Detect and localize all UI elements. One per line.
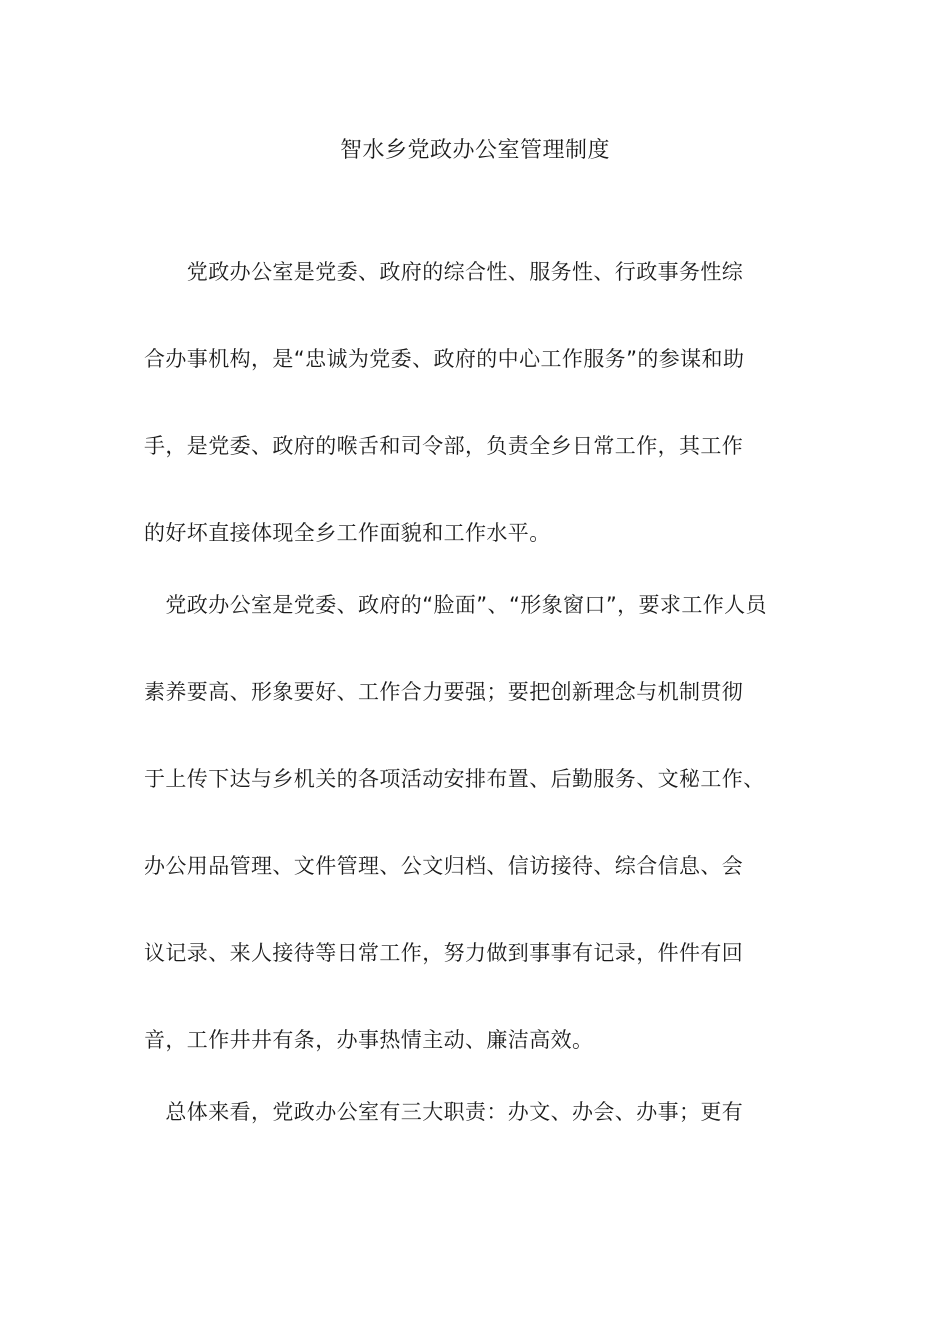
paragraph-line: 党政办公室是党委、政府的“脸面”、“形象窗口”，要求工作人员	[144, 593, 767, 617]
paragraph-line: 办公用品管理、文件管理、公文归档、信访接待、综合信息、会	[144, 854, 744, 878]
paragraph-line: 的好坏直接体现全乡工作面貌和工作水平。	[144, 521, 551, 545]
paragraph-line: 合办事机构，是“忠诚为党委、政府的中心工作服务”的参谋和助	[144, 347, 745, 371]
document-title: 智水乡党政办公室管理制度	[339, 138, 610, 163]
paragraph-line: 音，工作井井有条，办事热情主动、廉洁高效。	[144, 1028, 594, 1052]
paragraph-line: 素养要高、形象要好、工作合力要强；要把创新理念与机制贯彻	[144, 680, 744, 704]
paragraph-line: 手，是党委、政府的喉舌和司令部，负责全乡日常工作，其工作	[144, 434, 744, 458]
paragraph-line: 议记录、来人接待等日常工作，努力做到事事有记录，件件有回	[144, 941, 744, 965]
paragraph-line: 于上传下达与乡机关的各项活动安排布置、后勤服务、文秘工作、	[144, 767, 765, 791]
paragraph-line: 总体来看，党政办公室有三大职责：办文、办会、办事；更有	[144, 1100, 744, 1124]
paragraph-line: 党政办公室是党委、政府的综合性、服务性、行政事务性综	[144, 260, 744, 284]
